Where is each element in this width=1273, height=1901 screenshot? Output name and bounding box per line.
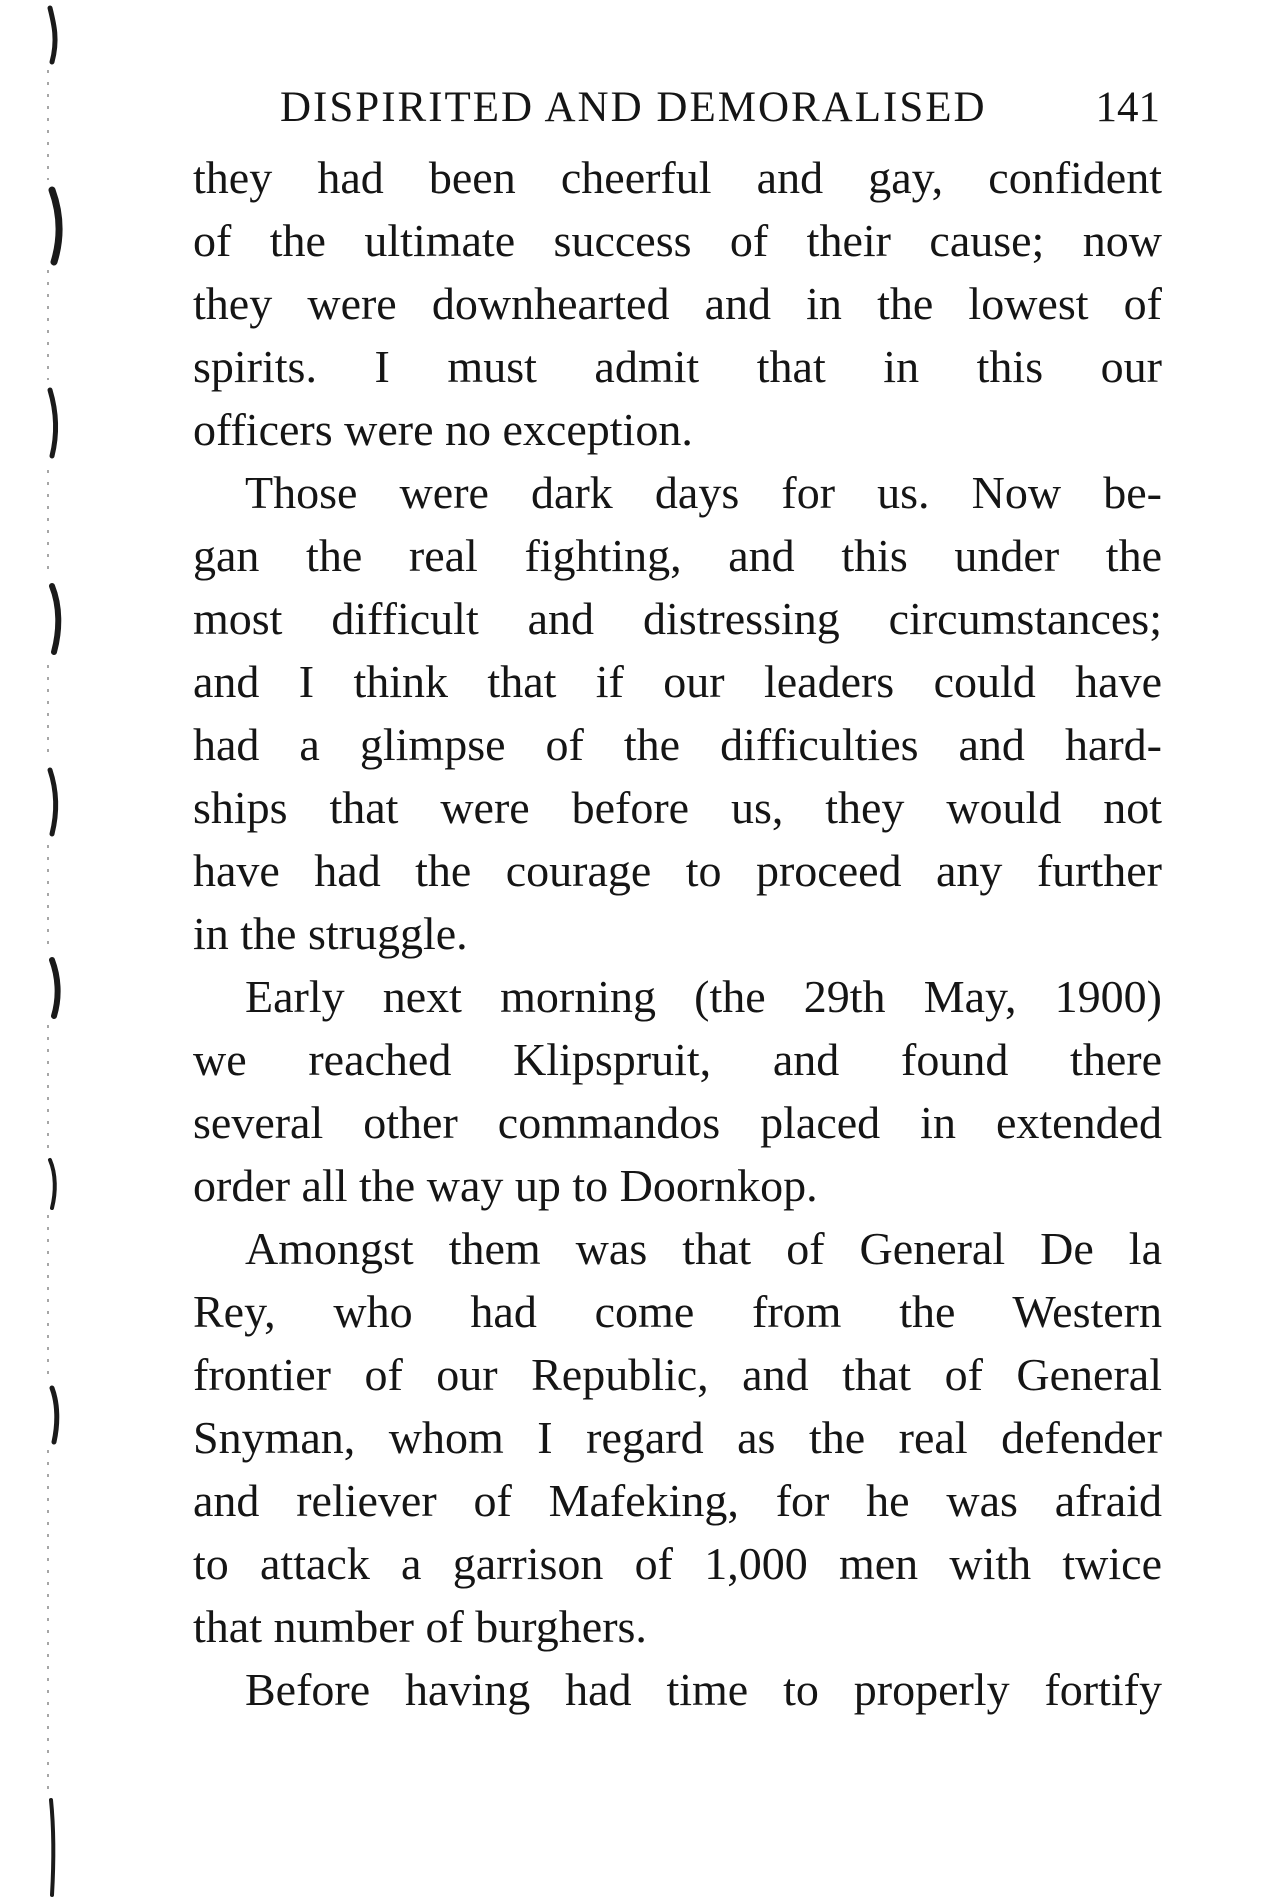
text-line: they had been cheerful and gay, confident	[193, 152, 1162, 203]
text-line: Those were dark days for us. Now be-	[245, 467, 1162, 518]
text-line: we reached Klipspruit, and found there	[193, 1034, 1162, 1085]
text-line: of the ultimate success of their cause; now	[193, 215, 1162, 266]
text-line: have had the courage to proceed any further	[193, 845, 1162, 896]
text-line: Snyman, whom I regard as the real defender	[193, 1412, 1162, 1463]
text-line: Before having had time to properly fortify	[245, 1664, 1162, 1715]
text-line: and I think that if our leaders could have	[193, 656, 1162, 707]
text-line: officers were no exception.	[193, 404, 693, 455]
text-line: Rey, who had come from the Western	[193, 1286, 1162, 1337]
running-head-title: DISPIRITED AND DEMORALISED	[280, 84, 987, 131]
binding-edge	[36, 0, 76, 1901]
text-line: they were downhearted and in the lowest of	[193, 278, 1162, 329]
text-line: most difficult and distressing circumstances;	[193, 593, 1162, 644]
text-line: gan the real fighting, and this under the	[193, 530, 1162, 581]
text-line: and reliever of Mafeking, for he was afraid	[193, 1475, 1162, 1526]
text-line: frontier of our Republic, and that of General	[193, 1349, 1162, 1400]
text-line: Early next morning (the 29th May, 1900)	[245, 971, 1162, 1022]
text-line: that number of burghers.	[193, 1601, 647, 1652]
page-number: 141	[1095, 84, 1160, 131]
running-head	[280, 78, 1160, 138]
text-line: to attack a garrison of 1,000 men with twice	[193, 1538, 1162, 1589]
text-line: had a glimpse of the difficulties and hard-	[193, 719, 1162, 770]
text-line: several other commandos placed in extended	[193, 1097, 1162, 1148]
text-line: ships that were before us, they would not	[193, 782, 1162, 833]
text-line: in the struggle.	[193, 908, 468, 959]
body-text	[193, 146, 1162, 1721]
text-line: Amongst them was that of General De la	[245, 1223, 1162, 1274]
text-line: spirits. I must admit that in this our	[193, 341, 1162, 392]
text-line: order all the way up to Doornkop.	[193, 1160, 818, 1211]
